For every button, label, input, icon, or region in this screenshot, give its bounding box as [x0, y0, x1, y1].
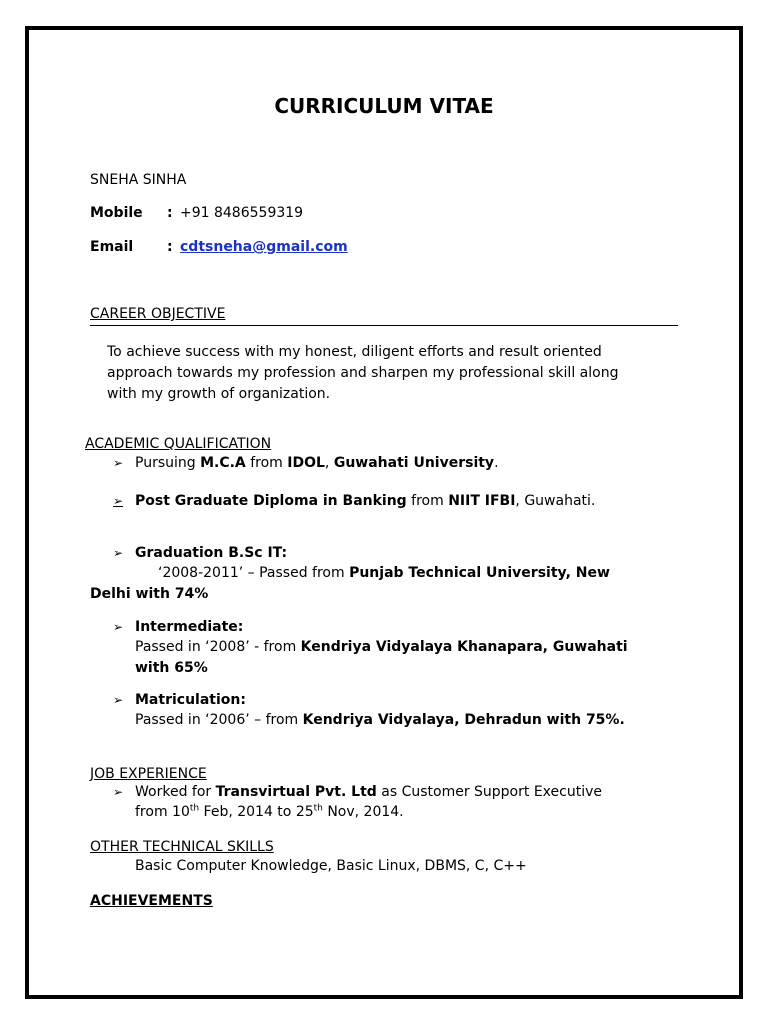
objective-line: approach towards my profession and sharpen my professional skill along [107, 365, 619, 381]
arrow-bullet-icon: ➢ [113, 456, 124, 470]
arrow-bullet-icon: ➢ [113, 494, 124, 508]
objective-line: To achieve success with my honest, diligent efforts and result oriented [107, 344, 602, 360]
list-item-detail: ‘2008-2011’ – Passed from Punjab Technical University, New [158, 565, 610, 581]
list-item: ➢ Matriculation: [113, 692, 246, 708]
list-item: ➢ Graduation B.Sc IT: [113, 545, 288, 561]
academic-heading: ACADEMIC QUALIFICATION [85, 436, 272, 452]
arrow-bullet-icon: ➢ [113, 693, 124, 707]
document-title: CURRICULUM VITAE [274, 94, 494, 118]
list-item-detail: Passed in ‘2006’ – from Kendriya Vidyalaya, Dehradun with 75%. [135, 712, 625, 728]
arrow-bullet-icon: ➢ [113, 546, 124, 560]
arrow-bullet-icon: ➢ [113, 620, 124, 634]
achievements-heading: ACHIEVEMENTS [90, 893, 213, 909]
mobile-label: Mobile [90, 205, 143, 221]
candidate-name: SNEHA SINHA [90, 172, 187, 188]
list-item: ➢ Worked for Transvirtual Pvt. Ltd as Customer Support Executive [113, 784, 602, 800]
email-separator: : [167, 239, 173, 255]
career-objective-heading: CAREER OBJECTIVE [90, 306, 226, 322]
skills-heading: OTHER TECHNICAL SKILLS [90, 839, 274, 855]
list-item-detail: from 10th Feb, 2014 to 25th Nov, 2014. [135, 803, 404, 820]
objective-line: with my growth of organization. [107, 386, 331, 402]
list-item-detail: Passed in ‘2008’ - from Kendriya Vidyalaya Khanapara, Guwahati [135, 639, 628, 655]
list-item: ➢ Intermediate: [113, 619, 244, 635]
mobile-value: +91 8486559319 [180, 205, 304, 221]
mobile-separator: : [167, 205, 173, 221]
list-item-detail: Delhi with 74% [90, 586, 209, 602]
list-item: ➢ Post Graduate Diploma in Banking from NIIT IFBI, Guwahati. [113, 493, 596, 509]
email-label: Email [90, 239, 134, 255]
arrow-bullet-icon: ➢ [113, 785, 124, 799]
job-experience-heading: JOB EXPERIENCE [90, 766, 207, 782]
email-link[interactable]: cdtsneha@gmail.com [180, 239, 348, 255]
section-divider [90, 325, 678, 326]
skills-text: Basic Computer Knowledge, Basic Linux, DBMS, C, C++ [135, 858, 527, 874]
list-item-detail: with 65% [135, 660, 208, 676]
list-item: ➢ Pursuing M.C.A from IDOL, Guwahati University. [113, 455, 499, 471]
